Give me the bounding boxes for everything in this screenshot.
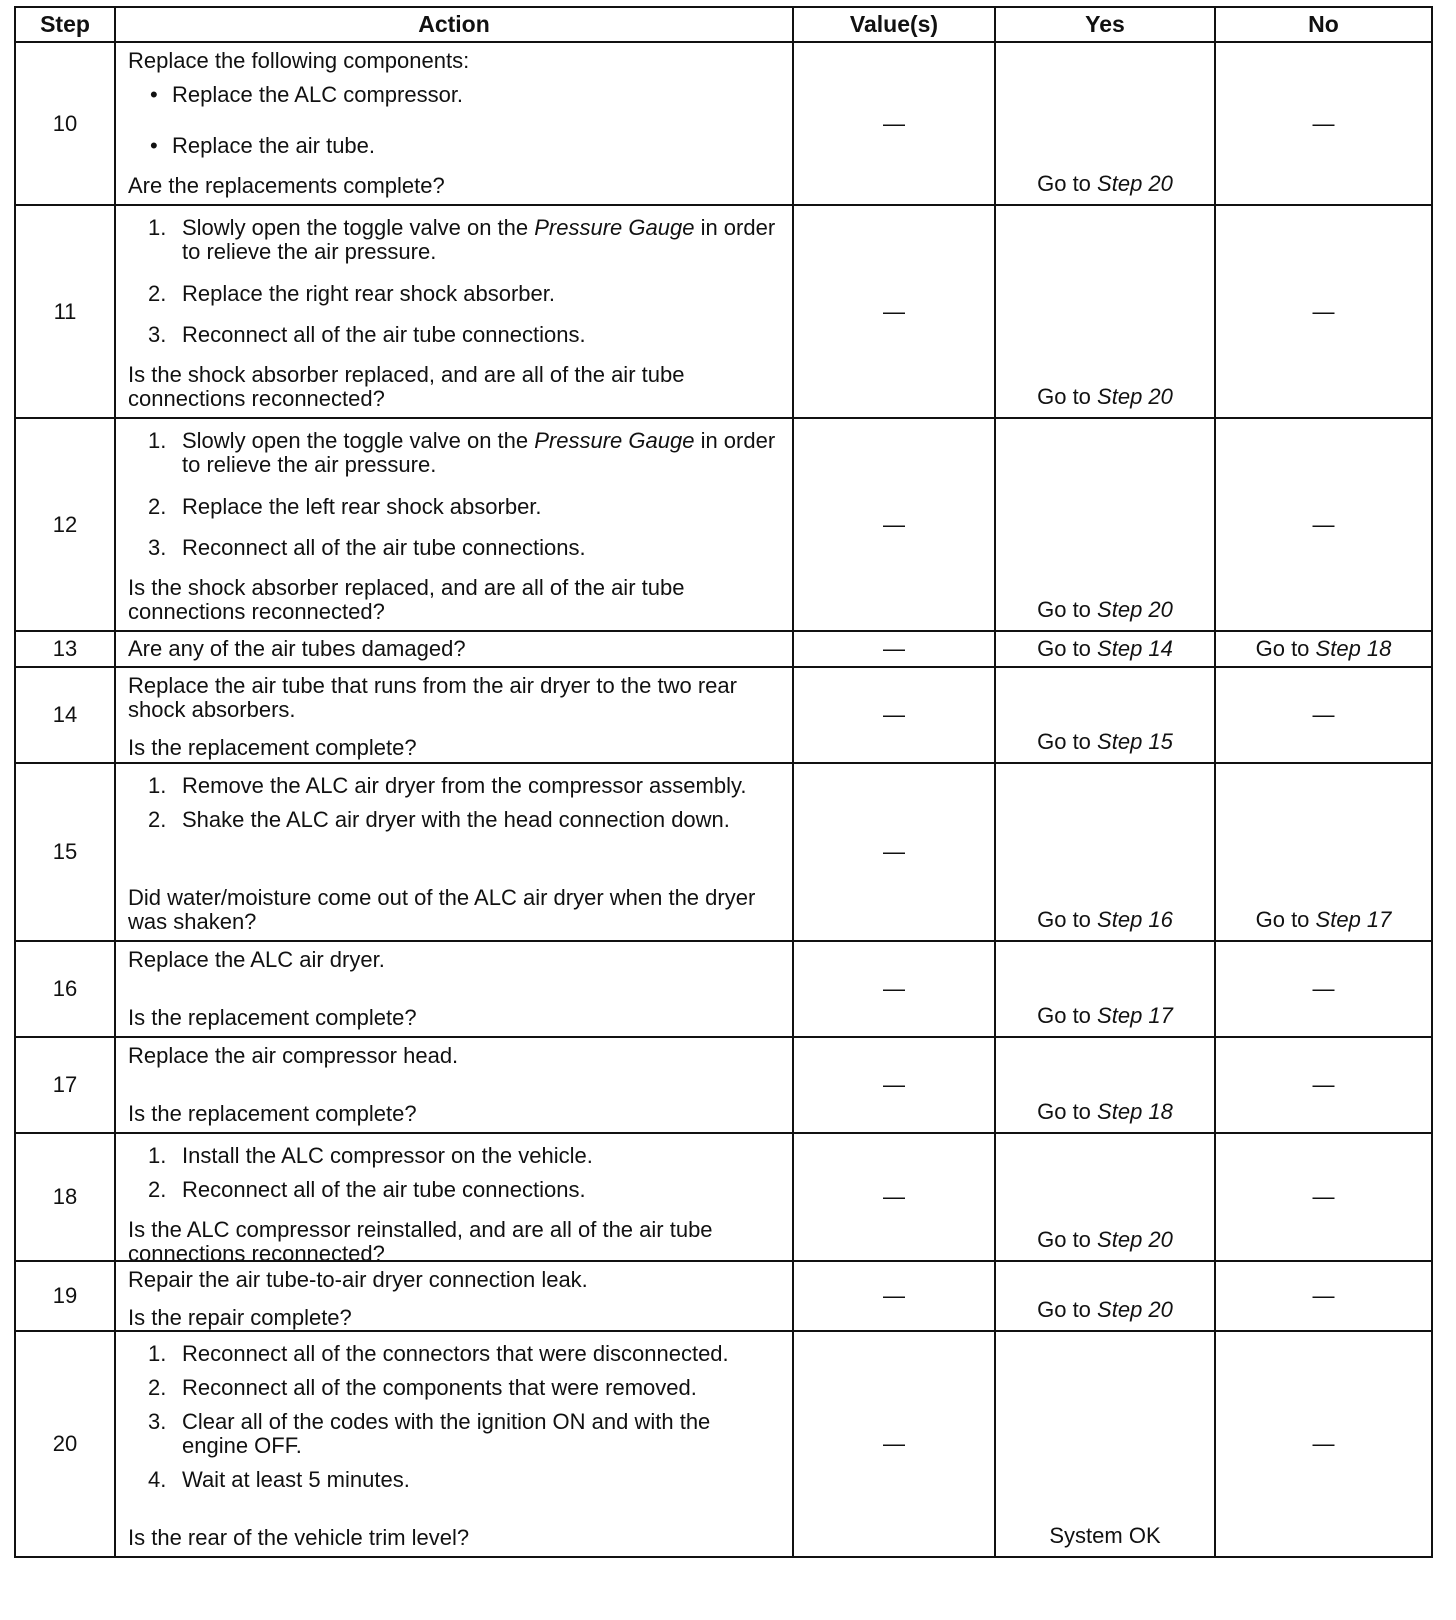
list-item: 2. Replace the right rear shock absorber. bbox=[148, 280, 555, 306]
list-item: 1. Reconnect all of the connectors that were disconnected. bbox=[148, 1341, 729, 1366]
yes-prefix: Go to bbox=[1037, 384, 1091, 409]
no-cell bbox=[1215, 631, 1432, 667]
action-cell bbox=[116, 43, 792, 204]
value-cell: — bbox=[793, 1037, 995, 1133]
action-question: Is the replacement complete? bbox=[128, 1101, 417, 1126]
yes-cell bbox=[995, 205, 1215, 418]
step-number: 16 bbox=[15, 941, 115, 1037]
action-intro: Replace the air compressor head. bbox=[128, 1043, 459, 1068]
step-number: 11 bbox=[15, 205, 115, 418]
action-cell bbox=[116, 1134, 792, 1266]
step-number: 19 bbox=[15, 1261, 115, 1331]
table-row bbox=[15, 418, 1432, 631]
yes-step-ref: Step 15 bbox=[1097, 729, 1173, 754]
action-intro: Replace the air tube that runs from the air dryer to the two rear shock absorbers. bbox=[128, 673, 737, 722]
no-cell: — bbox=[1215, 1133, 1432, 1261]
table-row bbox=[15, 1331, 1432, 1557]
value-cell: — bbox=[793, 763, 995, 941]
yes-prefix: Go to bbox=[1037, 1227, 1091, 1252]
yes-cell bbox=[995, 1261, 1215, 1331]
action-intro: Replace the following components: bbox=[128, 48, 470, 73]
action-cell bbox=[116, 1262, 792, 1330]
yes-cell bbox=[995, 1133, 1215, 1261]
step-number: 15 bbox=[15, 763, 115, 941]
table-row bbox=[15, 1133, 1432, 1261]
value-cell: — bbox=[793, 1331, 995, 1557]
yes-step-ref: Step 20 bbox=[1097, 1227, 1173, 1252]
action-cell bbox=[116, 1038, 792, 1132]
action-intro: Replace the ALC air dryer. bbox=[128, 947, 385, 972]
action-intro: Repair the air tube-to-air dryer connection leak. bbox=[128, 1267, 588, 1292]
yes-step-ref: Step 14 bbox=[1097, 636, 1173, 661]
yes-prefix: Go to bbox=[1037, 171, 1091, 196]
table-row bbox=[15, 941, 1432, 1037]
yes-cell bbox=[995, 42, 1215, 205]
action-cell bbox=[116, 764, 792, 940]
yes-step-ref: Step 20 bbox=[1097, 597, 1173, 622]
list-item: 4. Wait at least 5 minutes. bbox=[148, 1467, 410, 1492]
list-item: 2. Replace the left rear shock absorber. bbox=[148, 493, 542, 519]
list-item: 2. Shake the ALC air dryer with the head connection down. bbox=[148, 807, 730, 832]
step-number: 17 bbox=[15, 1037, 115, 1133]
table-row bbox=[15, 631, 1432, 667]
yes-step-ref: Step 20 bbox=[1097, 1297, 1173, 1322]
step-number: 14 bbox=[15, 667, 115, 763]
yes-cell bbox=[995, 667, 1215, 763]
step-number: 20 bbox=[15, 1331, 115, 1557]
list-item: • Replace the air tube. bbox=[128, 134, 782, 158]
step-number: 18 bbox=[15, 1133, 115, 1261]
yes-prefix: Go to bbox=[1037, 1099, 1091, 1124]
list-item: 3. Clear all of the codes with the ignition ON and with the engine OFF. bbox=[148, 1409, 711, 1458]
no-cell: — bbox=[1215, 1037, 1432, 1133]
action-question: Is the rear of the vehicle trim level? bbox=[128, 1525, 470, 1550]
numbered-list bbox=[128, 770, 782, 842]
action-question: Is the replacement complete? bbox=[128, 1005, 417, 1030]
yes-result: System OK bbox=[1049, 1523, 1161, 1548]
action-question: Is the shock absorber replaced, and are all of the air tube connections reconnected? bbox=[128, 575, 685, 624]
no-step-ref: Step 18 bbox=[1315, 636, 1392, 661]
table-row bbox=[15, 667, 1432, 763]
no-cell: — bbox=[1215, 941, 1432, 1037]
action-cell bbox=[116, 668, 792, 762]
value-cell: — bbox=[793, 418, 995, 631]
no-prefix: Go to bbox=[1255, 636, 1310, 661]
value-cell: — bbox=[793, 205, 995, 418]
header-step: Step bbox=[15, 7, 115, 42]
no-cell: — bbox=[1215, 1261, 1432, 1331]
table-row bbox=[15, 42, 1432, 205]
list-item: 1. Remove the ALC air dryer from the compressor assembly. bbox=[148, 773, 747, 798]
list-item: 3. Reconnect all of the air tube connections. bbox=[148, 535, 586, 560]
action-question: Is the ALC compressor reinstalled, and are all of the air tube connections reconnected? bbox=[128, 1217, 713, 1266]
table-row bbox=[15, 1261, 1432, 1331]
step-number: 13 bbox=[15, 631, 115, 667]
diagnostic-table bbox=[14, 6, 1433, 1558]
action-cell bbox=[116, 1332, 792, 1556]
action-question: Did water/moisture come out of the ALC air dryer when the dryer was shaken? bbox=[128, 885, 756, 934]
header-action: Action bbox=[115, 7, 793, 42]
action-question: Is the replacement complete? bbox=[128, 735, 417, 760]
yes-cell bbox=[995, 1037, 1215, 1133]
action-question: Are the replacements complete? bbox=[128, 173, 445, 198]
no-cell: — bbox=[1215, 205, 1432, 418]
action-question: Is the shock absorber replaced, and are all of the air tube connections reconnected? bbox=[128, 362, 685, 411]
table-row bbox=[15, 1037, 1432, 1133]
numbered-list bbox=[128, 1338, 782, 1502]
yes-prefix: Go to bbox=[1037, 597, 1091, 622]
yes-cell bbox=[995, 631, 1215, 667]
yes-prefix: Go to bbox=[1037, 1297, 1091, 1322]
yes-prefix: Go to bbox=[1037, 729, 1091, 754]
yes-step-ref: Step 16 bbox=[1097, 907, 1173, 932]
no-cell: — bbox=[1215, 42, 1432, 205]
numbered-list bbox=[128, 425, 782, 570]
no-prefix: Go to bbox=[1255, 907, 1310, 932]
yes-step-ref: Step 17 bbox=[1097, 1003, 1173, 1028]
value-cell: — bbox=[793, 42, 995, 205]
action-question: Are any of the air tubes damaged? bbox=[128, 636, 466, 661]
numbered-list bbox=[128, 212, 782, 357]
no-cell bbox=[1215, 763, 1432, 941]
yes-prefix: Go to bbox=[1037, 1003, 1091, 1028]
list-item: 2. Reconnect all of the air tube connections. bbox=[148, 1177, 586, 1202]
header-yes: Yes bbox=[995, 7, 1215, 42]
value-cell: — bbox=[793, 941, 995, 1037]
yes-prefix: Go to bbox=[1037, 907, 1091, 932]
action-question: Is the repair complete? bbox=[128, 1305, 352, 1330]
table-row bbox=[15, 763, 1432, 941]
numbered-list bbox=[128, 1140, 782, 1212]
step-number: 12 bbox=[15, 418, 115, 631]
value-cell: — bbox=[793, 667, 995, 763]
yes-step-ref: Step 18 bbox=[1097, 1099, 1173, 1124]
step-number: 10 bbox=[15, 42, 115, 205]
yes-step-ref: Step 20 bbox=[1097, 171, 1173, 196]
yes-prefix: Go to bbox=[1037, 636, 1091, 661]
no-cell: — bbox=[1215, 1331, 1432, 1557]
yes-cell bbox=[995, 763, 1215, 941]
yes-cell bbox=[995, 1331, 1215, 1557]
header-no: No bbox=[1215, 7, 1432, 42]
yes-cell bbox=[995, 418, 1215, 631]
list-item: 1. Slowly open the toggle valve on the Pressure Gauge in order to relieve the air pressure. bbox=[148, 428, 776, 477]
bullet-list bbox=[128, 79, 782, 168]
header-row bbox=[15, 7, 1432, 42]
table-row bbox=[15, 205, 1432, 418]
list-item: 1. Slowly open the toggle valve on the Pressure Gauge in order to relieve the air pressure. bbox=[148, 215, 776, 264]
no-cell: — bbox=[1215, 667, 1432, 763]
value-cell: — bbox=[793, 631, 995, 667]
no-step-ref: Step 17 bbox=[1315, 907, 1392, 932]
value-cell: — bbox=[793, 1133, 995, 1261]
no-cell: — bbox=[1215, 418, 1432, 631]
yes-cell bbox=[995, 941, 1215, 1037]
yes-step-ref: Step 20 bbox=[1097, 384, 1173, 409]
list-item: • Replace the ALC compressor. bbox=[128, 83, 782, 107]
header-values: Value(s) bbox=[793, 7, 995, 42]
action-cell bbox=[116, 419, 792, 630]
action-cell bbox=[116, 942, 792, 1036]
list-item: 3. Reconnect all of the air tube connections. bbox=[148, 322, 586, 347]
action-cell bbox=[116, 206, 792, 417]
list-item: 1. Install the ALC compressor on the vehicle. bbox=[148, 1143, 593, 1168]
value-cell: — bbox=[793, 1261, 995, 1331]
list-item: 2. Reconnect all of the components that were removed. bbox=[148, 1375, 697, 1400]
